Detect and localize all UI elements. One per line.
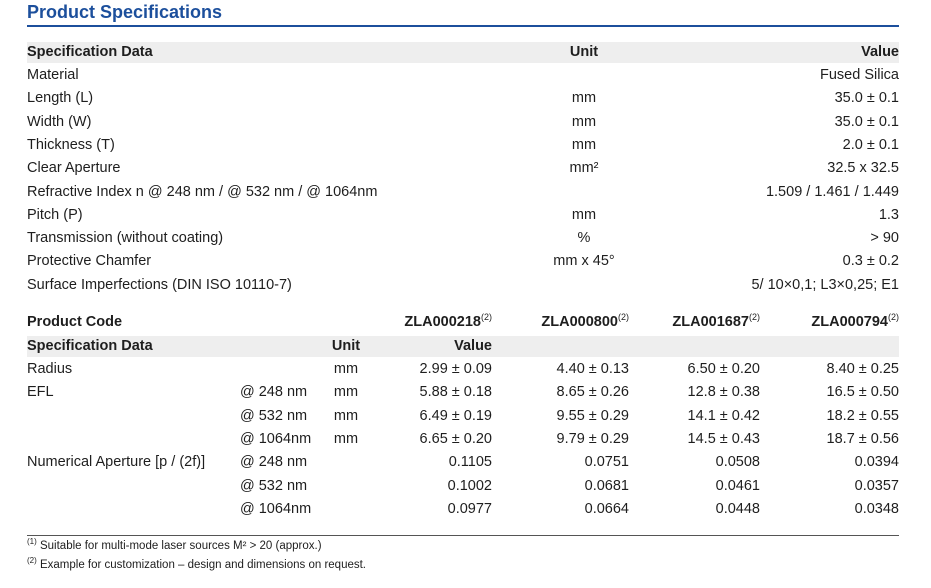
product-row-condition: @ 1064nm — [240, 430, 312, 447]
spec-row-name: Refractive Index n @ 248 nm / @ 532 nm / @ 1064nm — [27, 183, 378, 200]
spec-row-name: Protective Chamfer — [27, 253, 152, 270]
product-row-condition: @ 532 nm — [240, 477, 308, 494]
footnote-2 — [27, 557, 366, 573]
product-row-condition: @ 248 nm — [240, 384, 308, 401]
product-header-unit: Unit — [331, 338, 361, 354]
spec-row-value: 32.5 x 32.5 — [827, 160, 899, 177]
product-row-value: 0.1002 — [447, 477, 492, 494]
product-row-value: 14.5 ± 0.43 — [687, 430, 760, 447]
product-row-value: 8.40 ± 0.25 — [826, 361, 899, 377]
spec-row-name: Surface Imperfections (DIN ISO 10110-7) — [27, 276, 292, 293]
product-code-text: ZLA000794 — [811, 314, 888, 330]
spec-row-value: 35.0 ± 0.1 — [834, 113, 899, 130]
product-row-value: 8.65 ± 0.26 — [556, 384, 629, 401]
product-row-value: 0.0664 — [584, 500, 629, 517]
product-row-value: 0.0394 — [854, 454, 899, 471]
spec-row-unit: mm — [571, 136, 597, 153]
product-row-value: 18.7 ± 0.56 — [826, 430, 899, 447]
page-title: Product Specifications — [27, 2, 223, 22]
spec-row-unit: mm — [571, 90, 597, 107]
product-row-name: Numerical Aperture [p / (2f)] — [27, 454, 206, 471]
product-row-value: 9.79 ± 0.29 — [556, 430, 629, 447]
product-row-condition: @ 248 nm — [240, 454, 308, 471]
product-row-condition: @ 532 nm — [240, 407, 308, 424]
spec-row-value: 1.3 — [878, 206, 899, 223]
title-divider — [27, 25, 899, 27]
spec-header-name: Specification Data — [27, 44, 153, 60]
product-code-3 — [630, 312, 760, 332]
product-row-value: 2.99 ± 0.09 — [419, 361, 492, 377]
spec-row-name: Pitch (P) — [27, 206, 83, 223]
product-row-value: 5.88 ± 0.18 — [419, 384, 492, 401]
product-row-value: 4.40 ± 0.13 — [556, 361, 629, 377]
footnote-1 — [27, 538, 322, 554]
spec-row-unit: mm — [571, 113, 597, 130]
product-row-value: 0.0448 — [715, 500, 760, 517]
product-code-2 — [499, 312, 629, 332]
product-row-name: EFL — [27, 384, 54, 401]
spec-row-unit: mm² — [569, 160, 599, 177]
spec-row-name: Thickness (T) — [27, 136, 115, 153]
product-header-value: Value — [454, 338, 492, 354]
spec-row-value: > 90 — [870, 230, 899, 247]
footnote-divider — [27, 535, 899, 536]
product-row-value: 6.50 ± 0.20 — [687, 361, 760, 377]
product-row-value: 0.1105 — [448, 454, 492, 471]
product-row-value: 0.0461 — [715, 477, 760, 494]
product-code-text: ZLA001687 — [672, 314, 749, 330]
product-row-value: 0.0357 — [854, 477, 899, 494]
product-row-value: 14.1 ± 0.42 — [687, 407, 760, 424]
spec-row-name: Clear Aperture — [27, 160, 121, 177]
product-code-footnote-mark: (2) — [481, 312, 492, 323]
product-row-value: 6.49 ± 0.19 — [419, 407, 492, 424]
product-row-value: 18.2 ± 0.55 — [826, 407, 899, 424]
spec-row-value: Fused Silica — [820, 67, 899, 83]
spec-row-value: 0.3 ± 0.2 — [842, 253, 899, 270]
product-code-text: ZLA000800 — [541, 314, 618, 330]
product-row-unit: mm — [333, 361, 359, 377]
product-row-value: 0.0348 — [854, 500, 899, 517]
product-code-footnote-mark: (2) — [888, 312, 899, 323]
spec-row-value: 5/ 10×0,1; L3×0,25; E1 — [751, 276, 899, 293]
product-row-value: 6.65 ± 0.20 — [419, 430, 492, 447]
product-code-text: ZLA000218 — [404, 314, 481, 330]
product-row-value: 0.0681 — [584, 477, 629, 494]
spec-row-value: 35.0 ± 0.1 — [834, 90, 899, 107]
spec-header-unit: Unit — [569, 44, 599, 60]
product-code-1 — [362, 312, 492, 332]
spec-row-unit: mm — [571, 206, 597, 223]
product-row-value: 16.5 ± 0.50 — [826, 384, 899, 401]
product-row-unit: mm — [333, 430, 359, 447]
spec-header-value: Value — [861, 44, 899, 60]
spec-row-unit: % — [577, 230, 591, 247]
footnote-text: Suitable for multi-mode laser sources M² > 20 (approx.) — [39, 540, 322, 552]
spec-row-name: Width (W) — [27, 113, 92, 130]
product-code-footnote-mark: (2) — [749, 312, 760, 323]
product-row-condition: @ 1064nm — [240, 500, 312, 517]
footnote-text: Example for customization – design and dimensions on request. — [39, 559, 366, 571]
product-row-value: 0.0977 — [447, 500, 492, 517]
product-row-unit: mm — [333, 384, 359, 401]
spec-row-name: Transmission (without coating) — [27, 230, 224, 247]
product-row-value: 0.0751 — [584, 454, 629, 471]
product-header-spec: Specification Data — [27, 338, 153, 354]
product-row-value: 9.55 ± 0.29 — [556, 407, 629, 424]
product-row-value: 0.0508 — [715, 454, 760, 471]
footnote-mark: (1) — [27, 537, 37, 547]
product-code-label: Product Code — [27, 314, 123, 330]
product-row-name: Radius — [27, 361, 73, 377]
product-row-unit: mm — [333, 407, 359, 424]
spec-row-unit: mm x 45° — [553, 253, 615, 270]
footnote-mark: (2) — [27, 556, 37, 566]
spec-row-value: 2.0 ± 0.1 — [842, 136, 899, 153]
spec-row-value: 1.509 / 1.461 / 1.449 — [765, 183, 899, 200]
spec-row-name: Length (L) — [27, 90, 94, 107]
product-code-footnote-mark: (2) — [618, 312, 629, 323]
product-code-4 — [769, 312, 899, 332]
product-row-value: 12.8 ± 0.38 — [687, 384, 760, 401]
spec-row-name: Material — [27, 67, 79, 83]
